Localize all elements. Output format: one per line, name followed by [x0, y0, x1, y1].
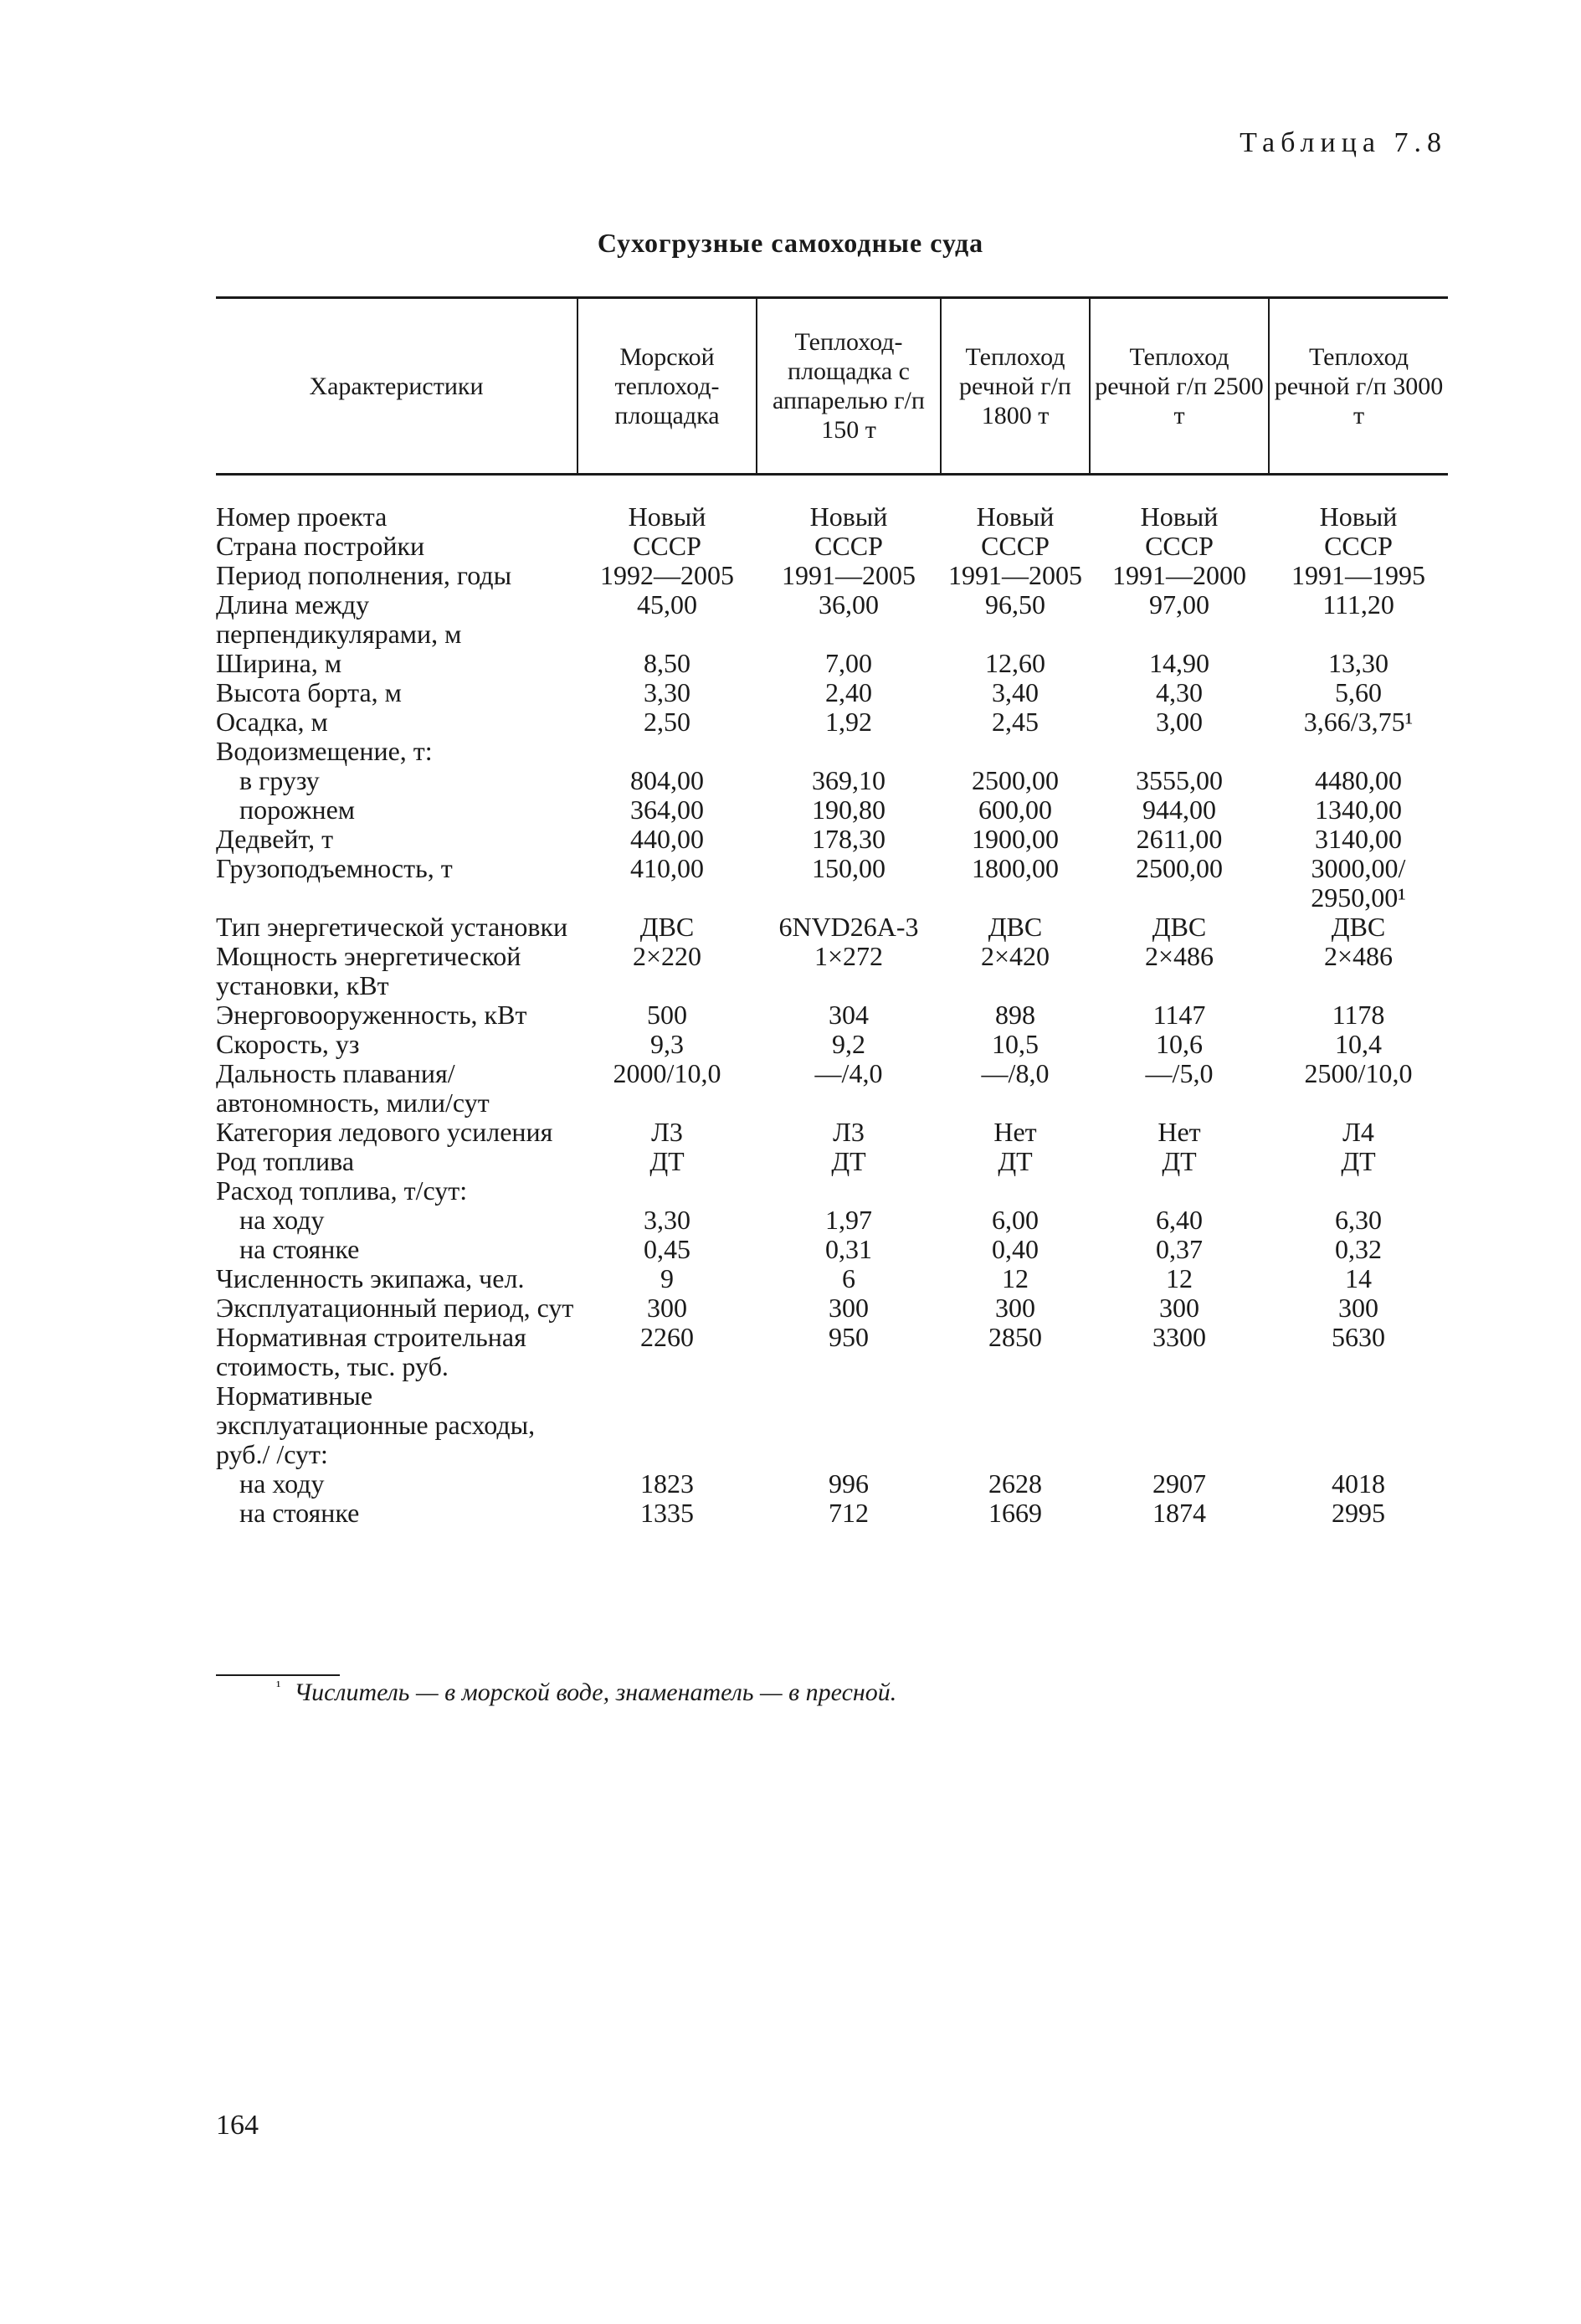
row-label: порожнем [239, 794, 356, 825]
table-cell: 1823 [640, 1468, 694, 1499]
table-cell [1090, 1381, 1269, 1469]
table-cell: 1×272 [814, 941, 884, 971]
table-cell: —/5,0 [1145, 1058, 1214, 1088]
table-cell: 2×220 [632, 941, 702, 971]
table-cell: 410,00 [630, 853, 704, 883]
table-row [216, 1059, 1448, 1118]
table-cell: 3,40 [992, 677, 1039, 707]
table-cell [1269, 1381, 1448, 1469]
table-cell: 5,60 [1335, 677, 1382, 707]
table-cell: 150,00 [812, 853, 885, 883]
table-cell: 1874 [1152, 1498, 1206, 1528]
table-cell: 0,45 [644, 1234, 690, 1264]
table-row [216, 942, 1448, 1000]
table-cell: 4,30 [1156, 677, 1203, 707]
table-row [216, 1264, 1448, 1293]
specifications-table [216, 296, 1448, 1528]
row-label: Водоизмещение, т: [216, 736, 433, 766]
table-cell: 45,00 [637, 589, 697, 620]
table-cell: 1800,00 [972, 853, 1059, 883]
table-cell: 1900,00 [972, 824, 1059, 854]
row-label: на стоянке [239, 1498, 360, 1528]
table-cell: СССР [1324, 531, 1393, 561]
table-row [216, 825, 1448, 854]
column-header: Теплоход речной г/п 2500 т [1090, 298, 1269, 475]
column-header: Теплоход речной г/п 3000 т [1269, 298, 1448, 475]
table-row [216, 913, 1448, 942]
table-cell: 369,10 [812, 765, 885, 795]
row-label: Грузоподъемность, т [216, 853, 453, 883]
table-cell [757, 1381, 941, 1469]
table-cell: 14,90 [1149, 648, 1209, 678]
table-row [216, 1381, 1448, 1469]
table-cell: 1991—2000 [1112, 560, 1246, 590]
row-label: Нормативные эксплуатационные расходы, руб./ /сут: [216, 1381, 536, 1469]
row-label: Расход топлива, т/сут: [216, 1175, 468, 1206]
table-cell: Нет [1158, 1117, 1201, 1147]
row-label: в грузу [239, 765, 320, 795]
row-label: Категория ледового усиления [216, 1117, 553, 1147]
row-label: Длина между перпендикулярами, м [216, 589, 462, 649]
table-cell: ДВС [1331, 912, 1386, 942]
table-cell: 2×486 [1144, 941, 1214, 971]
table-cell: 1,92 [825, 707, 872, 737]
table-cell: 9,2 [832, 1029, 865, 1059]
table-cell: 944,00 [1142, 794, 1216, 825]
table-cell: 6,40 [1156, 1205, 1203, 1235]
table-cell: 4480,00 [1315, 765, 1402, 795]
table-cell: 300 [647, 1293, 687, 1323]
table-cell: ДВС [639, 912, 695, 942]
table-cell: 111,20 [1322, 589, 1394, 620]
table-cell: 1335 [640, 1498, 694, 1528]
table-row [216, 1000, 1448, 1030]
table-cell: 2611,00 [1136, 824, 1223, 854]
row-label: Численность экипажа, чел. [216, 1263, 525, 1293]
table-row [216, 1030, 1448, 1059]
footnote [276, 1678, 896, 1707]
table-cell: 6,30 [1335, 1205, 1382, 1235]
table-cell [941, 1176, 1090, 1206]
table-cell: СССР [981, 531, 1050, 561]
table-row [216, 649, 1448, 678]
footnote-divider [216, 1674, 340, 1676]
table-cell: СССР [814, 531, 883, 561]
table-cell: СССР [633, 531, 701, 561]
table-cell: 1991—1995 [1291, 560, 1425, 590]
table-cell [1269, 737, 1448, 766]
table-cell: 2,45 [992, 707, 1039, 737]
table-row [216, 678, 1448, 707]
table-row [216, 475, 1448, 532]
table-cell: 10,6 [1156, 1029, 1203, 1059]
table-cell: 2628 [988, 1468, 1042, 1499]
table-cell [1090, 737, 1269, 766]
table-cell: 300 [995, 1293, 1035, 1323]
table-cell: 300 [829, 1293, 869, 1323]
table-cell: Л3 [833, 1117, 865, 1147]
row-label: Высота борта, м [216, 677, 402, 707]
table-cell: 10,5 [992, 1029, 1039, 1059]
table-row [216, 1176, 1448, 1206]
table-cell: ДТ [649, 1146, 685, 1176]
table-cell: 2500/10,0 [1304, 1058, 1413, 1088]
column-header: Характеристики [216, 298, 577, 475]
table-cell: Новый [1319, 501, 1398, 532]
row-label: Скорость, уз [216, 1029, 360, 1059]
table-body [216, 475, 1448, 1529]
table-row [216, 1293, 1448, 1323]
table-cell: 178,30 [812, 824, 885, 854]
table-cell: 1178 [1332, 1000, 1385, 1030]
table-cell [757, 1176, 941, 1206]
table-cell: 12,60 [985, 648, 1045, 678]
table-cell: ДТ [1341, 1146, 1376, 1176]
table-cell: 36,00 [819, 589, 879, 620]
table-cell: СССР [1145, 531, 1214, 561]
table-cell: 3140,00 [1315, 824, 1402, 854]
table-cell: 712 [829, 1498, 869, 1528]
row-label: на ходу [239, 1205, 325, 1235]
table-cell: 300 [1338, 1293, 1378, 1323]
table-cell: 1991—2005 [948, 560, 1082, 590]
table-cell: Новый [809, 501, 888, 532]
table-cell: 3555,00 [1136, 765, 1223, 795]
table-cell: ДТ [1162, 1146, 1197, 1176]
table-row [216, 795, 1448, 825]
footnote-mark: ¹ [276, 1678, 281, 1694]
table-cell: —/8,0 [981, 1058, 1050, 1088]
table-cell: —/4,0 [814, 1058, 883, 1088]
table-cell [577, 1381, 757, 1469]
table-cell: 2×486 [1323, 941, 1394, 971]
table-cell: 3,00 [1156, 707, 1203, 737]
table-cell: 898 [995, 1000, 1035, 1030]
table-cell: 5630 [1332, 1322, 1385, 1352]
table-number: Таблица 7.8 [1240, 127, 1447, 158]
table-cell: 10,4 [1335, 1029, 1382, 1059]
table-cell: 2500,00 [1136, 853, 1223, 883]
table-cell: 0,40 [992, 1234, 1039, 1264]
row-label: на ходу [239, 1468, 325, 1499]
table-cell: 600,00 [978, 794, 1052, 825]
table-cell: 9,3 [650, 1029, 684, 1059]
column-header: Морской теплоход-площадка [577, 298, 757, 475]
table-row [216, 854, 1448, 913]
table-cell: 2,50 [644, 707, 690, 737]
table-cell: 1669 [988, 1498, 1042, 1528]
table-cell: 1991—2005 [782, 560, 916, 590]
table-cell: Л4 [1342, 1117, 1374, 1147]
table-cell: Новый [628, 501, 706, 532]
table-cell: 3,30 [644, 1205, 690, 1235]
table-cell [757, 737, 941, 766]
table-cell: 2850 [988, 1322, 1042, 1352]
table-cell: 190,80 [812, 794, 885, 825]
table-cell: 1340,00 [1315, 794, 1402, 825]
table-cell: 9 [660, 1263, 674, 1293]
table-row [216, 1469, 1448, 1499]
table-cell: 6 [842, 1263, 855, 1293]
table-cell: 950 [829, 1322, 869, 1352]
table-cell: 0,31 [825, 1234, 872, 1264]
row-label: Ширина, м [216, 648, 342, 678]
table-row [216, 1147, 1448, 1176]
table-cell: 500 [647, 1000, 687, 1030]
table-cell: 6,00 [992, 1205, 1039, 1235]
table-cell [1090, 1176, 1269, 1206]
row-label: Нормативная строительная стоимость, тыс. руб. [216, 1322, 526, 1381]
table-cell: 2,40 [825, 677, 872, 707]
table-cell: 2995 [1332, 1498, 1385, 1528]
row-label: Род топлива [216, 1146, 355, 1176]
table-row [216, 1206, 1448, 1235]
table-cell: 3300 [1152, 1322, 1206, 1352]
table-row [216, 1323, 1448, 1381]
row-label: Период пополнения, годы [216, 560, 512, 590]
table-cell: 364,00 [630, 794, 704, 825]
table-cell [577, 737, 757, 766]
table-cell: ДТ [831, 1146, 866, 1176]
table-cell [941, 1381, 1090, 1469]
table-header-row [216, 298, 1448, 475]
table-cell: 8,50 [644, 648, 690, 678]
table-cell: 96,50 [985, 589, 1045, 620]
column-header: Теплоход речной г/п 1800 т [941, 298, 1090, 475]
row-label: Дальность плавания/автономность, мили/сут [216, 1058, 490, 1118]
table-cell: 2×420 [980, 941, 1050, 971]
column-header: Теплоход-площадка с аппарелью г/п 150 т [757, 298, 941, 475]
table-row [216, 532, 1448, 561]
footnote-text: Числитель — в морской воде, знаменатель — в пресной. [294, 1679, 897, 1706]
row-label: на стоянке [239, 1234, 360, 1264]
table-cell: 14 [1345, 1263, 1372, 1293]
table-cell [1269, 1176, 1448, 1206]
table-row [216, 707, 1448, 737]
table-cell: 804,00 [630, 765, 704, 795]
page-number: 164 [216, 2110, 259, 2141]
table-row [216, 737, 1448, 766]
table-cell: 1,97 [825, 1205, 872, 1235]
row-label: Мощность энергетической установки, кВт [216, 941, 521, 1000]
row-label: Осадка, м [216, 707, 328, 737]
row-label: Тип энергетической установки [216, 912, 568, 942]
table-cell: ДВС [1152, 912, 1207, 942]
table-cell: 2500,00 [972, 765, 1059, 795]
table-cell: Нет [993, 1117, 1037, 1147]
table-row [216, 1499, 1448, 1528]
table-cell: Новый [976, 501, 1055, 532]
table-cell: 97,00 [1149, 589, 1209, 620]
table-cell: 440,00 [630, 824, 704, 854]
table-cell: ДТ [998, 1146, 1033, 1176]
table-cell: 1147 [1152, 1000, 1206, 1030]
table-cell: 0,37 [1156, 1234, 1203, 1264]
table-cell: 1992—2005 [600, 560, 734, 590]
table-cell: 13,30 [1328, 648, 1389, 678]
table-row [216, 1235, 1448, 1264]
table-title: Сухогрузные самоходные суда [597, 228, 984, 258]
table-cell: 2260 [640, 1322, 694, 1352]
table-cell: Л3 [651, 1117, 683, 1147]
table-cell: 3,30 [644, 677, 690, 707]
table-cell: 0,32 [1335, 1234, 1382, 1264]
table-cell: 2000/10,0 [613, 1058, 721, 1088]
row-label: Номер проекта [216, 501, 388, 532]
table-cell: 12 [1166, 1263, 1193, 1293]
table-cell: ДВС [988, 912, 1043, 942]
table-row [216, 1118, 1448, 1147]
table-cell: 12 [1002, 1263, 1029, 1293]
table-cell: 4018 [1332, 1468, 1385, 1499]
table-cell [941, 737, 1090, 766]
table-cell: 6NVD26A-3 [778, 912, 919, 942]
row-label: Энерговооруженность, кВт [216, 1000, 527, 1030]
row-label: Страна постройки [216, 531, 425, 561]
table-cell [577, 1176, 757, 1206]
table-cell: 300 [1159, 1293, 1199, 1323]
table-cell: 996 [829, 1468, 869, 1499]
table-row [216, 561, 1448, 590]
row-label: Эксплуатационный период, сут [216, 1293, 574, 1323]
table-cell: 304 [829, 1000, 869, 1030]
table-row [216, 590, 1448, 649]
table-cell: 7,00 [825, 648, 872, 678]
table-row [216, 766, 1448, 795]
table-cell: 3000,00/ 2950,00¹ [1311, 853, 1406, 913]
row-label: Дедвейт, т [216, 824, 334, 854]
table-cell: 2907 [1152, 1468, 1206, 1499]
table-cell: 3,66/3,75¹ [1303, 707, 1414, 737]
table-cell: Новый [1140, 501, 1219, 532]
